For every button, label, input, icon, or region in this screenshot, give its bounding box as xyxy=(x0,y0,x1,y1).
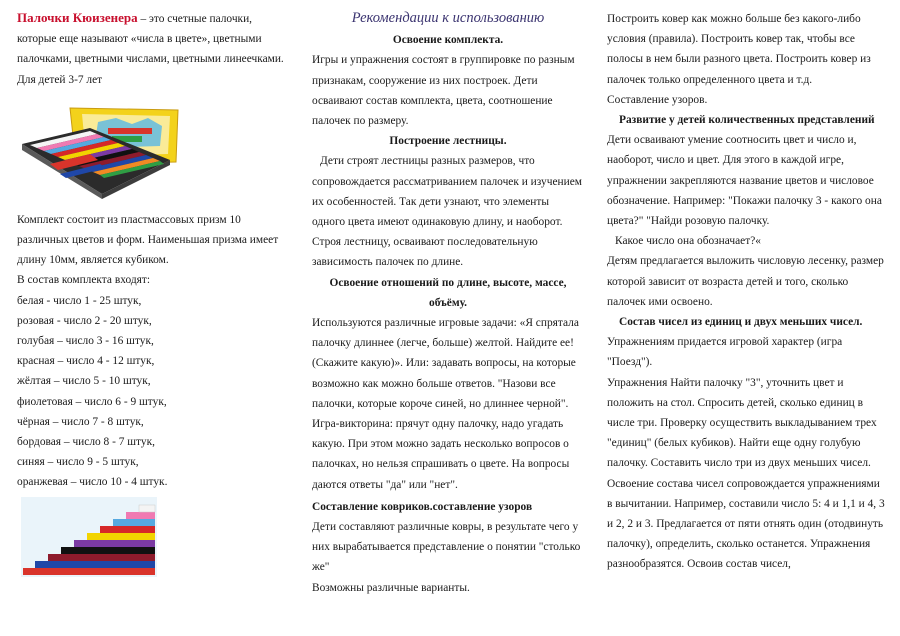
staircase-number-text: Детям предлагается выложить числовую лесенку, размер которой зависит от возраста детей и того, сколько палочек ими освоено. xyxy=(607,255,884,308)
section-heading-staircase: Построение лестницы. xyxy=(389,135,507,148)
list-item: голубая – число 3 - 16 штук, xyxy=(17,335,154,348)
section-heading-kit: Освоение комплекта. xyxy=(392,34,504,47)
rods-staircase-image xyxy=(21,497,157,577)
quantity-text: Дети осваивают умение соотносить цвет и число и, наоборот, число и цвет. Для этого в каждой игре, упражнении закрепляются название цветов и числовое обозначение. Например: "Покажи палочку 3 - какого она цвета?" "Найди розовую палочку. xyxy=(607,134,882,228)
section-heading-carpets: Составление ковриков.составление узоров xyxy=(312,500,533,513)
intro-text: – это счетные палочки, которые еще называют «числа в цвете», цветными палочками, цветными числами, цветными линеечками. Для детей 3-7 лет xyxy=(17,13,284,86)
list-item: фиолетовая – число 6 - 9 штук, xyxy=(17,395,167,408)
section-heading-quantity: Развитие у детей количественных представлений xyxy=(619,114,875,127)
carpet-variants-text: Построить ковер как можно больше без какого-либо условия (правила). Построить ковер так, чтобы все полосы в нем были разного цвета. Построить ковер из палочек только определенного цвета и т.д. xyxy=(607,13,871,86)
list-item: белая - число 1 - 25 штук, xyxy=(17,294,142,307)
list-item: розовая - число 2 - 20 штук, xyxy=(17,314,152,327)
section-text-staircase: Дети строят лестницы разных размеров, что сопровождается рассматриванием палочек и изучением их особенностей. Так дети узнают, что элементы одного цвета имеют одинаковую длину, и наоборот. Строя лестницу, осваивают последовательную зависимость палочек по длине. xyxy=(312,155,582,269)
list-item: чёрная – число 7 - 8 штук, xyxy=(17,415,144,428)
column-left xyxy=(17,0,289,636)
column-right xyxy=(607,0,887,636)
section-text-relations: Используются различные игровые задачи: «Я спрятала палочку длиннее (легче, больше) желтой. Найдите ее! (Скажите какую)». Или: задавать вопросы, на которые возможно как можно больше ответов. "Назови все палочки, которые короче синей, но длиннее черной". Игра-викторина: прячут одну палочку, надо угадать какую. При этом можно задать несколько вопросов о палочках, но нельзя спрашивать о цвете. На вопросы даются ответы "да" или "нет". xyxy=(312,317,579,491)
composition-text: Упражнения Найти палочку "3", уточнить цвет и положить на стол. Спросить детей, сколько единиц в числе три. Проверку осуществить выкладыванием трех "единиц" (белых кубиков). Найти еще одну голубую палочку. Составить число три из двух меньших чисел. Освоение состава чисел сопровождается упражнениями в вычитании. Например, составили число 5: 4 и 1,1 и 4, 3 и 2, 2 и 3. Предлагается от пяти отнять один (отодвинуть палочку), определить, сколько останется. Упражнения разнообразятся. Освоив состав чисел, xyxy=(607,376,885,571)
box-photo xyxy=(20,104,182,200)
recommendations-title: Рекомендации к использованию xyxy=(351,10,545,26)
section-text-kit: Игры и упражнения состоят в группировке по разным признакам, сооружение из них построек. Дети осваивают состав комплекта, цвета, соотношение палочек по размеру. xyxy=(312,54,575,128)
kit-description: Комплект состоит из пластмассовых призм 10 различных цветов и форм. Наименьшая призма имеет длину 10мм, является кубиком. xyxy=(17,213,279,267)
section-heading-composition: Состав чисел из единиц и двух меньших чисел. xyxy=(619,316,863,329)
staircase-photo xyxy=(21,497,157,577)
composition-intro: Упражнениям придается игровой характер (игра "Поезд"). xyxy=(607,336,843,369)
section-text-carpets: Дети составляют различные ковры, в результате чего у них вырабатывается представление о понятии "столько же" xyxy=(312,521,581,574)
column-middle xyxy=(312,0,584,636)
section-tail-carpets: Возможны различные варианты. xyxy=(312,581,470,594)
list-item: оранжевая – число 10 - 4 штук. xyxy=(17,476,168,489)
patterns-text: Составление узоров. xyxy=(607,93,708,106)
list-item: синяя – число 9 - 5 штук, xyxy=(17,456,139,469)
quantity-question: Какое число она обозначает?« xyxy=(615,235,761,248)
list-item: бордовая – число 8 - 7 штук, xyxy=(17,436,155,449)
cuisenaire-box-image xyxy=(20,104,182,200)
list-item: жёлтая – число 5 - 10 штук, xyxy=(17,375,151,388)
list-item: красная – число 4 - 12 штук, xyxy=(17,355,155,368)
brand-title: Палочки Кюизенера xyxy=(17,10,138,25)
kit-contents-heading: В состав комплекта входят: xyxy=(17,274,150,287)
section-heading-relations: Освоение отношений по длине, высоте, массе, объёму. xyxy=(329,276,567,309)
intro-paragraph xyxy=(17,8,289,90)
